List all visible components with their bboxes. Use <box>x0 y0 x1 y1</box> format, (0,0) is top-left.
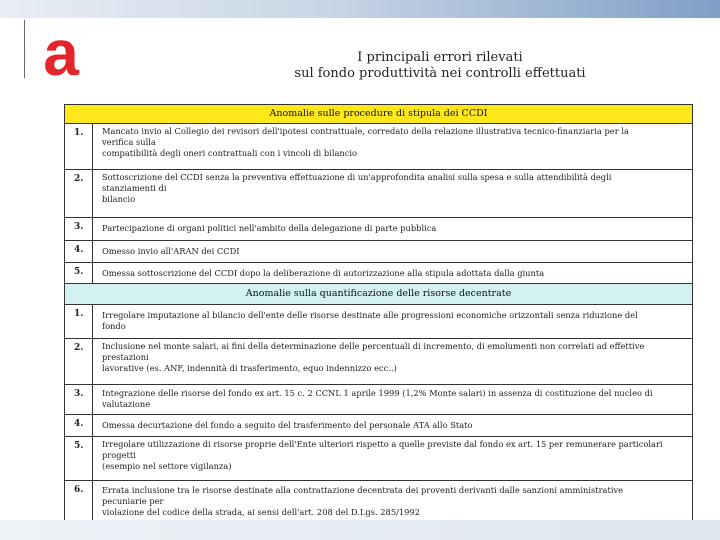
row-number: 3. <box>65 385 93 414</box>
row-text: Partecipazione di organi politici nell'ambito della delegazione di parte pubblica <box>102 223 437 233</box>
logo-a-icon <box>25 20 97 78</box>
table-row <box>65 218 692 241</box>
row-text: Omessa sottoscrizione del CCDI dopo la deliberazione di autorizzazione alla stipula adottata dalla giunta <box>102 268 545 278</box>
row-number: 6. <box>65 481 93 525</box>
row-text: Inclusione nel monte salari, ai fini della determinazione delle percentuali di incremento, di emolumenti non correlati ad effettive prestazioni lavorative (es. ANF, indennità di trasferimento, equo indennizzo ecc..) <box>102 341 645 373</box>
page-title <box>190 50 690 82</box>
row-text: Errata inclusione tra le risorse destinate alla contrattazione decentrata dei proventi derivanti dalle sanzioni amministrative pecuniarie per violazione del codice della strada, ai sensi dell'art. 208 del D.Lgs. 285/1992 <box>102 485 624 517</box>
section-header-procedures: Anomalie sulle procedure di stipula dei CCDI <box>65 105 692 124</box>
row-number: 1. <box>65 305 93 338</box>
table-row <box>65 481 692 525</box>
errors-table <box>64 104 693 526</box>
logo <box>24 20 97 78</box>
title-line-1: I principali errori rilevati <box>357 50 523 65</box>
row-text: Irregolare imputazione al bilancio dell'ente delle risorse destinate alle progressioni economiche orizzontali senza riduzione del fondo <box>102 310 638 331</box>
table-row <box>65 437 692 481</box>
row-number: 4. <box>65 241 93 262</box>
bottom-decorative-band <box>0 520 720 540</box>
row-text: Irregolare utilizzazione di risorse proprie dell'Ente ulteriori rispetto a quelle previste dal fondo ex art. 15 per remunerare particolari progetti (esempio nel settore vigilanza) <box>102 439 663 471</box>
row-number: 4. <box>65 415 93 436</box>
table-row <box>65 124 692 170</box>
row-number: 2. <box>65 170 93 217</box>
section-header-resources: Anomalie sulla quantificazione delle risorse decentrate <box>65 284 692 305</box>
top-decorative-band <box>0 0 720 18</box>
table-row <box>65 263 692 284</box>
title-line-2: sul fondo produttività nei controlli effettuati <box>294 66 586 81</box>
svg-text:a: a <box>43 20 79 78</box>
table-row <box>65 170 692 218</box>
row-text: Omesso invio all'ARAN dei CCDI <box>102 246 240 256</box>
row-number: 1. <box>65 124 93 169</box>
table-row <box>65 305 692 339</box>
row-text: Omessa decurtazione del fondo a seguito del trasferimento del personale ATA allo Stato <box>102 420 473 430</box>
table-row <box>65 415 692 437</box>
row-number: 3. <box>65 218 93 240</box>
row-number: 5. <box>65 263 93 283</box>
table-row <box>65 385 692 415</box>
row-number: 5. <box>65 437 93 480</box>
row-text: Mancato invio al Collegio dei revisori dell'ipotesi contrattuale, corredato della relazione illustrativa tecnico-finanziaria per la verifica sulla compatibilità degli oneri contrattuali con i vincoli di bilancio <box>102 126 629 158</box>
row-text: Integrazione delle risorse del fondo ex art. 15 c. 2 CCNL 1 aprile 1999 (1,2% Monte salari) in assenza di costituzione del nucleo di valutazione <box>102 388 653 409</box>
table-row <box>65 339 692 385</box>
row-text: Sottoscrizione del CCDI senza la preventiva effettuazione di un'approfondita analisi sulla spesa e sulla attendibilità degli stanziamenti di bilancio <box>102 172 612 204</box>
table-row <box>65 241 692 263</box>
row-number: 2. <box>65 339 93 384</box>
